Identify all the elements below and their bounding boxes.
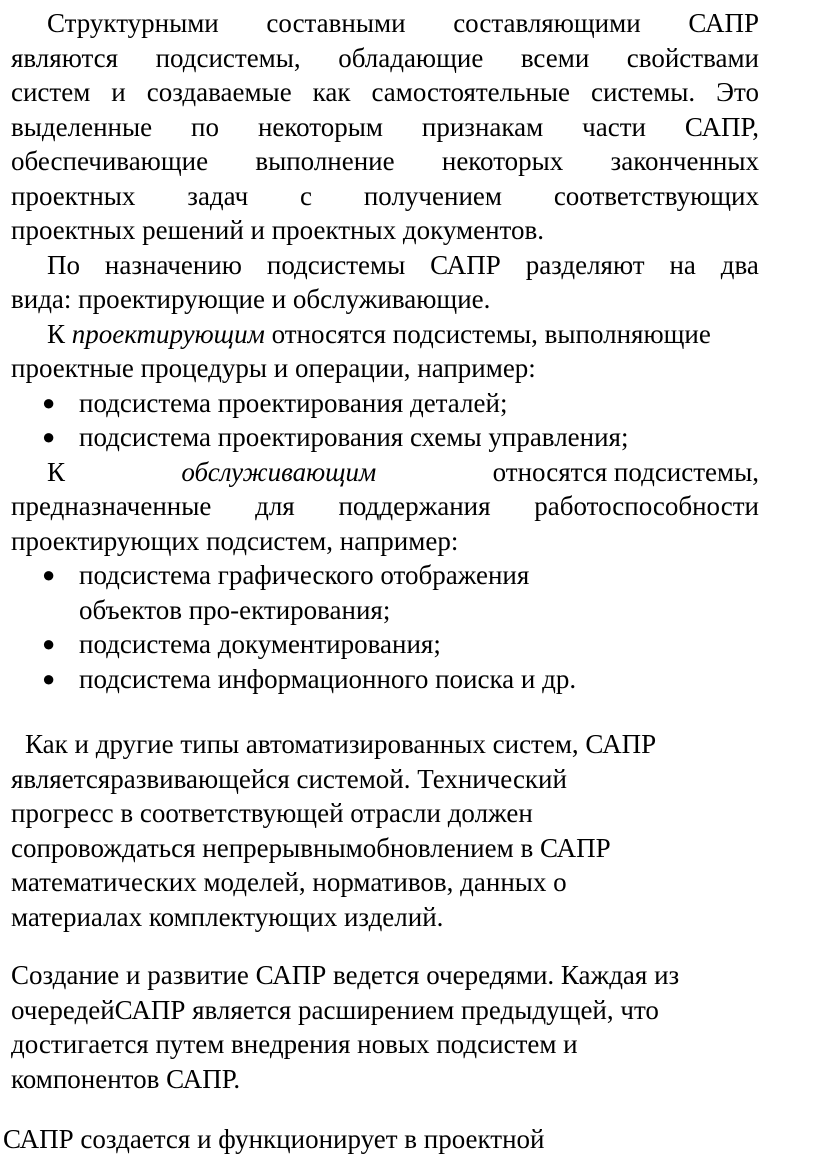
word: выполнение — [255, 146, 395, 176]
paragraph-5-line-4 — [11, 831, 759, 865]
paragraph-6-line-4 — [11, 1062, 759, 1096]
paragraph-1-line-2 — [11, 41, 759, 75]
text-line: вида: проектирующие и обслуживающие. — [11, 284, 491, 314]
text-line: прогресс в соответствующей отрасли должен — [11, 798, 533, 828]
word: системы. — [591, 77, 696, 107]
word: получением — [363, 181, 502, 211]
word: САПР — [430, 250, 501, 280]
emphasized-term: проектирующим — [71, 319, 265, 349]
word: систем — [11, 77, 91, 107]
paragraph-5-line-1 — [25, 727, 785, 761]
word: обладающие — [338, 43, 484, 73]
word: Это — [716, 77, 759, 107]
word: разделяют — [525, 250, 645, 280]
text-line: проектных решений и проектных документов. — [11, 215, 544, 245]
paragraph-5-line-2 — [11, 762, 759, 796]
word: подсистемы — [266, 250, 406, 280]
paragraph-4-line-1 — [47, 455, 759, 489]
word: работоспособности — [534, 491, 759, 521]
paragraph-6-line-3 — [11, 1027, 759, 1061]
paragraph-5-line-3 — [11, 796, 759, 830]
word: Структурными — [47, 8, 219, 38]
paragraph-2-line-1 — [47, 248, 759, 282]
word: с — [300, 181, 312, 211]
text-word: К — [47, 319, 66, 349]
paragraph-1-line-5 — [11, 144, 759, 178]
paragraph-5-line-5 — [11, 865, 759, 899]
word: на — [669, 250, 696, 280]
text-line: материалах комплектующих изделий. — [11, 902, 444, 932]
text-word: К — [47, 457, 66, 487]
text-line: математических моделей, нормативов, данных о — [11, 867, 567, 897]
word: По — [47, 250, 80, 280]
text-line: проектные процедуры и операции, например: — [11, 353, 536, 383]
text-line: достигается путем внедрения новых подсистем и — [11, 1029, 578, 1059]
paragraph-1-line-7 — [11, 213, 759, 247]
word: подсистемы, — [155, 43, 301, 73]
paragraph-1-line-4 — [11, 110, 759, 144]
word: и — [111, 77, 126, 107]
list-item-text: подсистема информационного поиска и др. — [79, 664, 577, 694]
word: САПР — [688, 8, 759, 38]
bullet-icon: ● — [42, 390, 56, 415]
word: выделенные — [11, 112, 153, 142]
paragraph-3-line-1 — [47, 317, 759, 351]
word: для — [255, 491, 295, 521]
list-item — [79, 558, 627, 592]
word: создаваемые — [146, 77, 292, 107]
text-line — [47, 317, 711, 351]
word: всеми — [520, 43, 590, 73]
word: САПР, — [684, 112, 759, 142]
list-item-text: объектов про-ектирования; — [79, 595, 391, 625]
word: части — [582, 112, 646, 142]
text-line: являетсяразвивающейся системой. Технический — [11, 764, 567, 794]
list-item — [79, 420, 759, 454]
bullet-icon: ● — [42, 424, 56, 449]
word: свойствами — [626, 43, 759, 73]
paragraph-4-line-2 — [11, 489, 759, 523]
list-item — [79, 627, 759, 661]
text-phrase: относятся подсистемы, выполняющие — [271, 319, 711, 349]
list-item-text: подсистема проектирования деталей; — [79, 388, 508, 418]
list-item — [79, 662, 759, 696]
word: составными — [266, 8, 406, 38]
text-line: Как и другие типы автоматизированных систем, САПР — [25, 729, 657, 759]
word: соответствующих — [553, 181, 759, 211]
paragraph-3-line-2 — [11, 351, 759, 385]
paragraph-6-line-2 — [11, 993, 801, 1027]
bullet-icon: ● — [42, 666, 56, 691]
paragraph-1-line-6 — [11, 179, 759, 213]
text-line: Создание и развитие САПР ведется очередями. Каждая из — [11, 960, 680, 990]
list-item-text: подсистема графического отображения — [79, 560, 530, 590]
list-item-text: подсистема проектирования схемы управления; — [79, 422, 629, 452]
bullet-icon: ● — [42, 631, 56, 656]
text-line: сопровождаться непрерывнымобновлением в САПР — [11, 833, 611, 863]
word: признакам — [421, 112, 544, 142]
word: по — [191, 112, 219, 142]
word: проектных — [11, 181, 136, 211]
paragraph-4-line-3 — [11, 524, 759, 558]
word: как — [312, 77, 351, 107]
word: некоторым — [257, 112, 383, 142]
list-item-text: подсистема документирования; — [79, 629, 441, 659]
word: являются — [11, 43, 119, 73]
list-item-continuation — [79, 593, 759, 627]
text-line: очередейСАПР является расширением предыдущей, что — [11, 995, 659, 1025]
paragraph-1-line-1 — [47, 6, 759, 40]
paragraph-6-line-1 — [11, 958, 801, 992]
list-item — [79, 386, 759, 420]
word: задач — [187, 181, 249, 211]
text-line: САПР создается и функционирует в проектной — [3, 1124, 545, 1154]
word: законченных — [610, 146, 759, 176]
word: обеспечивающие — [11, 146, 209, 176]
word: предназначенные — [11, 491, 212, 521]
word: самостоятельные — [371, 77, 571, 107]
word: составляющими — [453, 8, 641, 38]
paragraph-1-line-3 — [11, 75, 759, 109]
paragraph-2-line-2 — [11, 282, 759, 316]
word: поддержания — [338, 491, 491, 521]
word: два — [720, 250, 759, 280]
word: назначению — [104, 250, 242, 280]
emphasized-term: обслуживающим — [181, 457, 377, 487]
text-line: проектирующих подсистем, например: — [11, 526, 459, 556]
text-line: компонентов САПР. — [11, 1064, 241, 1094]
paragraph-7-line-1 — [3, 1122, 751, 1156]
paragraph-5-line-6 — [11, 900, 759, 934]
word: некоторых — [441, 146, 564, 176]
bullet-icon: ● — [42, 562, 56, 587]
text-phrase: относятся подсистемы, — [492, 457, 759, 487]
